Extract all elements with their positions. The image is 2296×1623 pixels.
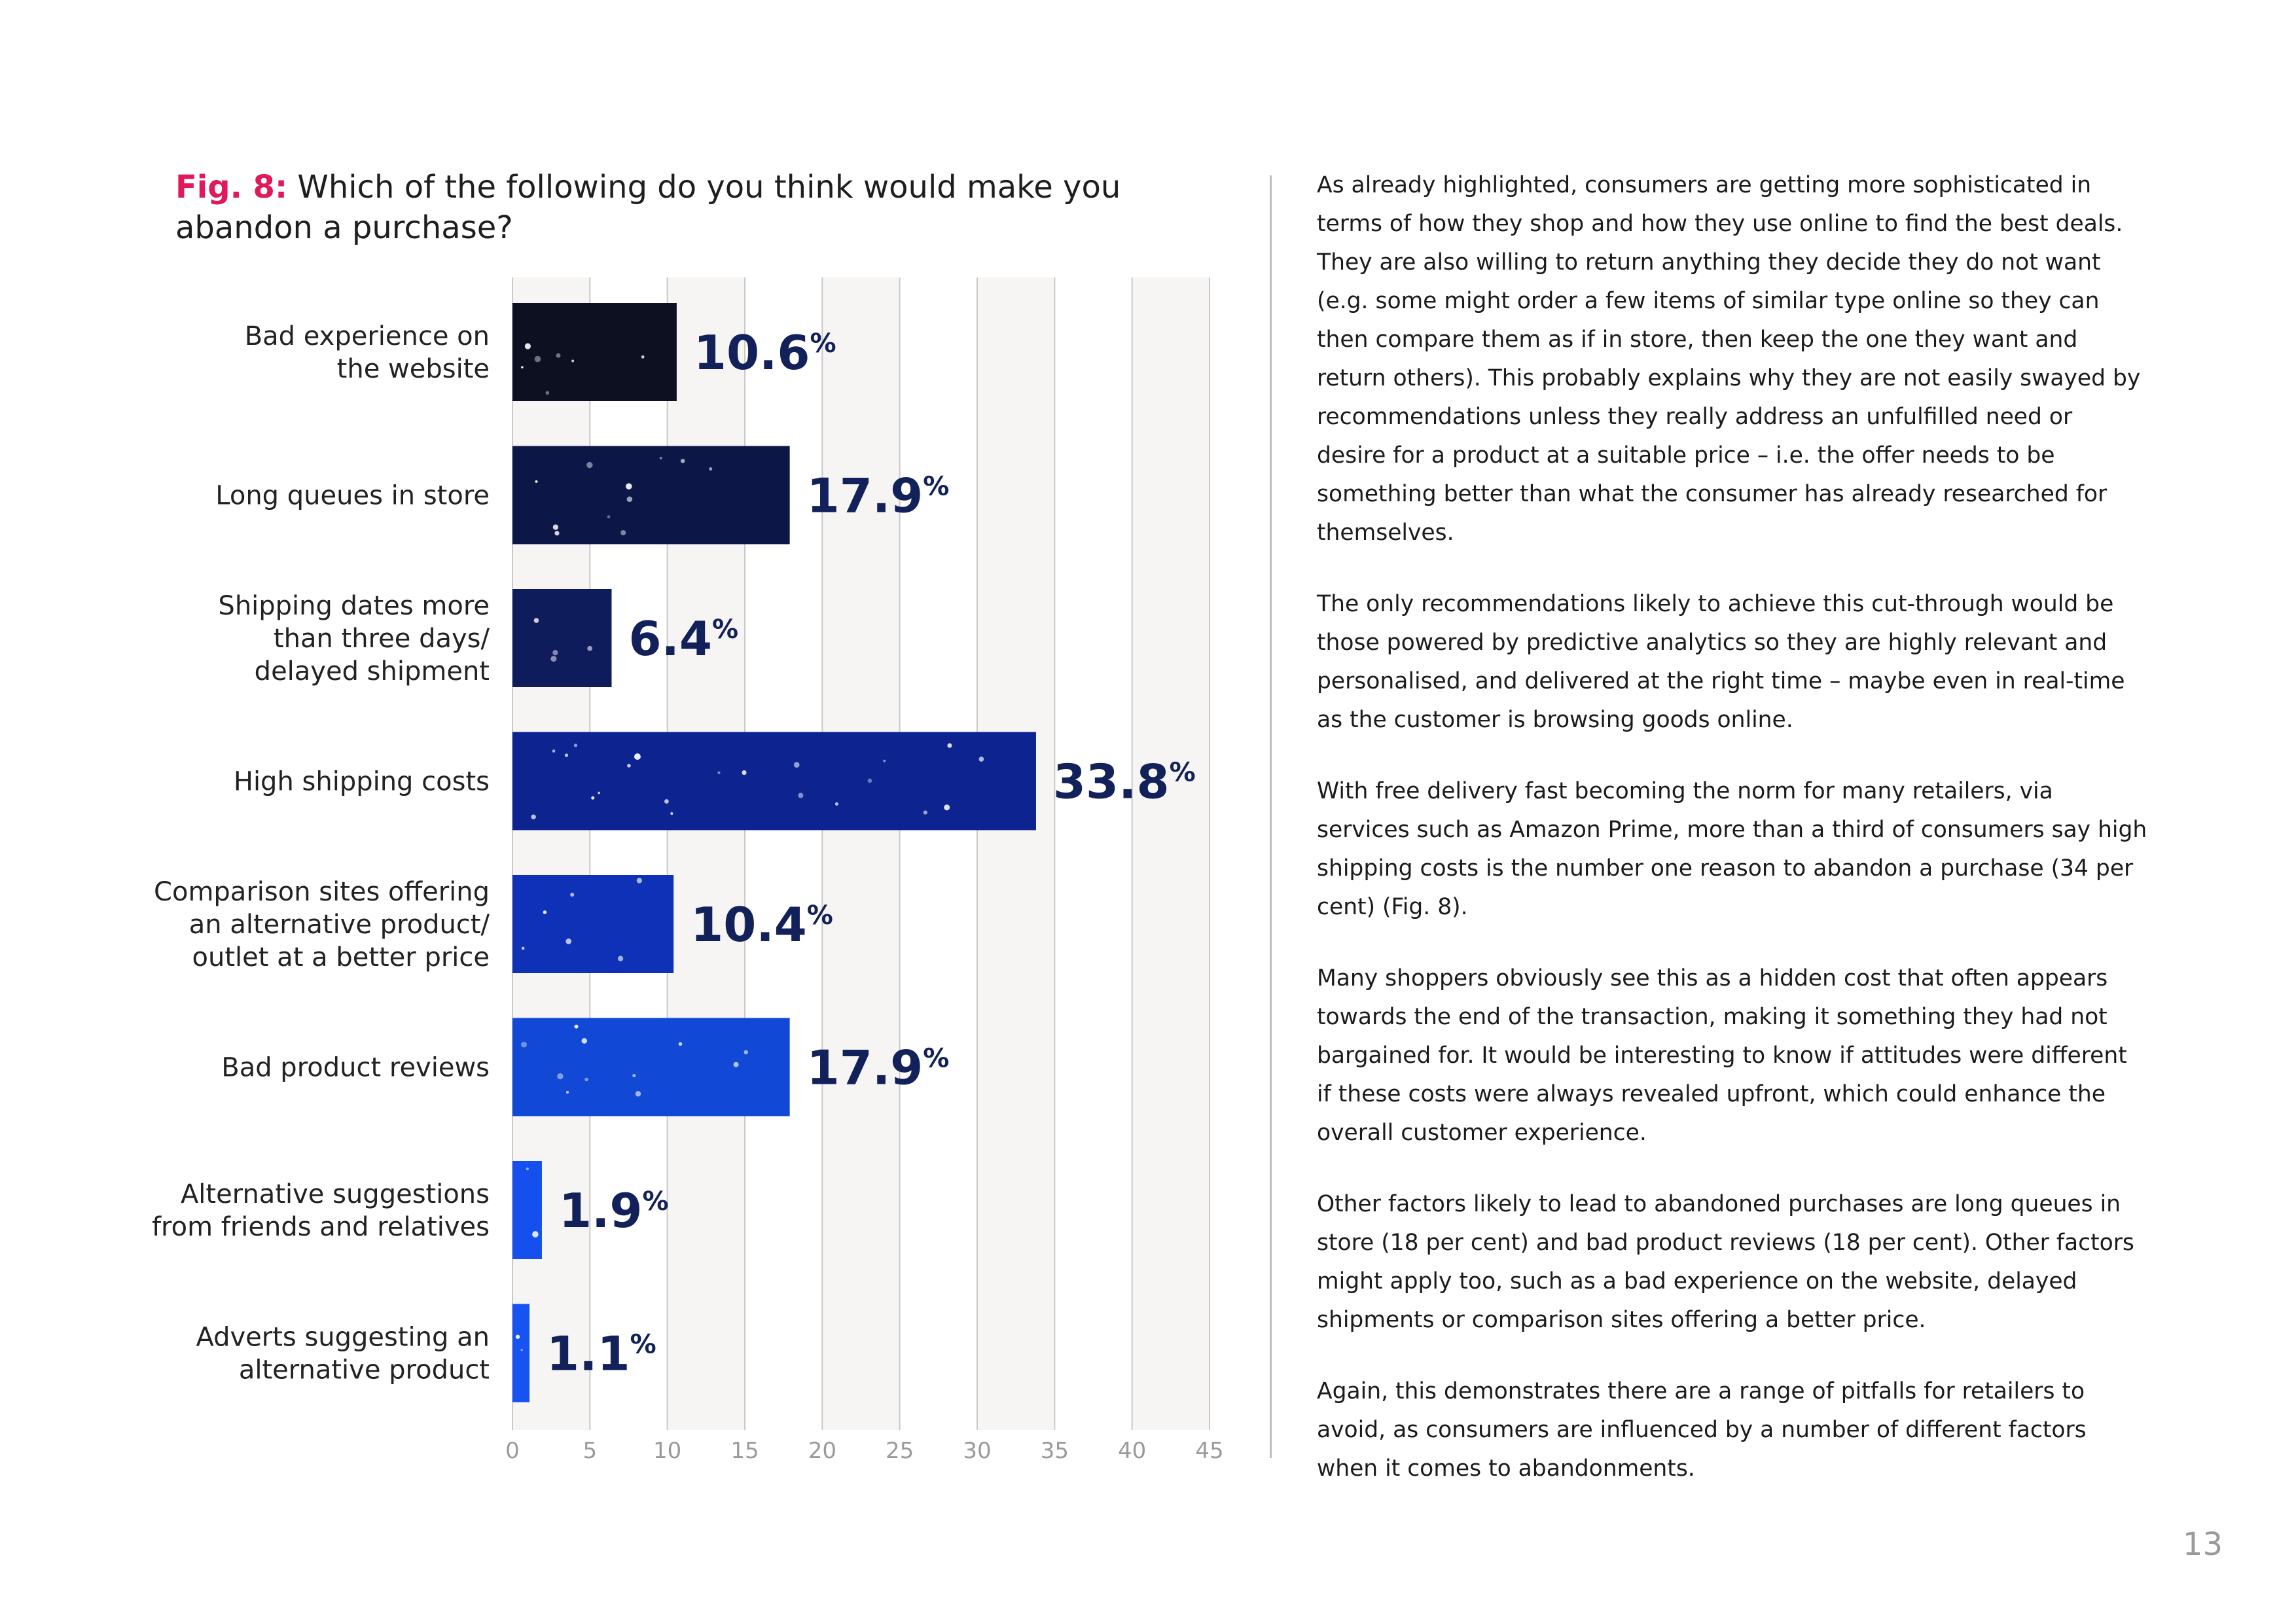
- bar-sparkle: [591, 796, 594, 800]
- bar-sparkle: [632, 1074, 636, 1077]
- body-paragraph: The only recommendations likely to achieve this cut-through would be those powered by predictive analytics so they are highly relevant and personalised, and delivered at the right time – maybe even in real-time as the customer is browsing goods online.: [1317, 591, 2125, 733]
- grid-band: [977, 277, 1054, 1430]
- bar-sparkle: [627, 497, 633, 503]
- bar-sparkle: [670, 812, 673, 815]
- bar-sparkle: [584, 1078, 588, 1082]
- bar-sparkle: [634, 753, 641, 760]
- value-label: [691, 897, 833, 952]
- bar-chart: [0, 0, 1244, 1479]
- figure-label: Fig. 8:: [175, 169, 288, 205]
- x-tick-label: 0: [505, 1438, 520, 1464]
- bar-sparkle: [556, 353, 561, 358]
- category-label: Bad product reviews: [221, 1052, 490, 1083]
- value-unit: %: [923, 1043, 950, 1074]
- bar-sparkle: [570, 893, 574, 897]
- bar-sparkle: [550, 656, 556, 662]
- x-tick-label: 5: [583, 1438, 598, 1464]
- bar-sparkle: [681, 459, 685, 463]
- bar-sparkle: [553, 524, 558, 529]
- x-tick-label: 10: [653, 1438, 682, 1464]
- bar-sparkle: [626, 483, 632, 490]
- column-divider: [1270, 175, 1272, 1458]
- bar-sparkle: [598, 792, 600, 794]
- value-label: [807, 1041, 950, 1096]
- x-tick-label: 15: [730, 1438, 759, 1464]
- bar-sparkle: [618, 956, 623, 961]
- value-unit: %: [630, 1329, 656, 1360]
- x-tick-label: 35: [1040, 1438, 1069, 1464]
- value-unit: %: [806, 901, 833, 931]
- category-labels: [152, 321, 490, 1385]
- bar: [512, 1018, 790, 1116]
- bar-sparkle: [709, 467, 712, 471]
- bar-sparkle: [574, 743, 577, 747]
- value-label: [559, 1183, 669, 1238]
- category-label: Alternative suggestions from friends and relatives: [151, 1179, 490, 1242]
- bar-sparkle: [535, 480, 537, 483]
- bar-sparkle: [627, 764, 631, 768]
- x-tick-label: 30: [963, 1438, 992, 1464]
- bar: [512, 732, 1036, 830]
- body-text: [1317, 166, 2148, 1521]
- bar: [512, 875, 673, 973]
- value-number: 6.4: [628, 611, 713, 666]
- bar-sparkle: [586, 462, 592, 468]
- bar-sparkle: [521, 1042, 527, 1048]
- bar-sparkle: [868, 778, 872, 783]
- category-label: Adverts suggesting an alternative product: [196, 1322, 490, 1385]
- bar: [512, 446, 790, 544]
- bar: [512, 303, 677, 401]
- value-number: 10.4: [691, 897, 807, 952]
- value-unit: %: [923, 471, 950, 502]
- bar-sparkle: [531, 815, 535, 819]
- value-number: 17.9: [806, 1040, 924, 1096]
- bar-sparkle: [944, 804, 950, 810]
- body-paragraph: As already highlighted, consumers are getting more sophisticated in terms of how they shop and how they use online to find the best deals. They are also willing to return anything they decide they do not want (e.g. some might order a few items of similar type online so they can then compare them as if in store, then keep the one they want and return others). This probably explains why they are not easily swayed by recommendations unless they really address an unfulfilled need or desire for a product at a suitable price – i.e. the offer needs to be something better than what the consumer has already researched for themselves.: [1317, 172, 2141, 546]
- bar-sparkle: [565, 938, 571, 944]
- page-number: 13: [2182, 1526, 2223, 1563]
- value-number: 1.1: [547, 1326, 630, 1382]
- value-number: 17.9: [806, 468, 924, 524]
- bar-sparkle: [924, 810, 927, 814]
- bar-sparkle: [552, 650, 558, 655]
- bar-sparkle: [607, 515, 611, 518]
- value-unit: %: [1169, 757, 1196, 788]
- body-paragraph: Many shoppers obviously see this as a hidden cost that often appears towards the end of the transaction, making it something they had not bargained for. It would be interesting to know if attitudes were different if these costs were always revealed upfront, which could enhance the overall customer experience.: [1317, 965, 2127, 1146]
- x-tick-label: 25: [886, 1438, 914, 1464]
- grid-band: [822, 277, 899, 1430]
- bar-sparkle: [883, 760, 886, 762]
- bar: [512, 1304, 529, 1402]
- bar-sparkle: [525, 343, 531, 349]
- figure-title-text: Which of the following do you think would make you abandon a purchase?: [175, 169, 1121, 246]
- category-label: Bad experience on the website: [244, 321, 490, 384]
- bar-sparkle: [526, 1168, 529, 1170]
- bar-sparkle: [679, 1042, 683, 1046]
- category-label: Long queues in store: [215, 480, 490, 511]
- value-number: 1.9: [558, 1183, 643, 1238]
- bar-sparkle: [798, 793, 803, 798]
- bar-sparkle: [660, 457, 662, 459]
- x-tick-label: 40: [1118, 1438, 1147, 1464]
- value-label: [547, 1327, 656, 1382]
- body-paragraph: With free delivery fast becoming the norm for many retailers, via services such as Amazon Prime, more than a third of consumers say high shipping costs is the number one reason to abandon a purchase (34 per cent) (Fig. 8).: [1317, 778, 2147, 920]
- bar-sparkle: [636, 1091, 641, 1096]
- bar-sparkle: [734, 1062, 739, 1067]
- value-label: [807, 469, 950, 524]
- body-paragraph: Other factors likely to lead to abandoned purchases are long queues in store (18 per cent) and bad product reviews (18 per cent). Other factors might apply too, such as a bad experience on the website, delayed shipments or comparison sites offering a better price.: [1317, 1191, 2134, 1333]
- bar-sparkle: [582, 1038, 588, 1044]
- bar-sparkle: [947, 743, 952, 748]
- bar-sparkle: [587, 646, 592, 651]
- x-tick-label: 20: [808, 1438, 836, 1464]
- bar-sparkle: [717, 772, 720, 774]
- body-paragraph: Again, this demonstrates there are a range of pitfalls for retailers to avoid, as consumers are influenced by a number of different factors when it comes to abandonments.: [1317, 1378, 2087, 1482]
- category-label: Shipping dates more than three days/ delayed shipment: [218, 591, 490, 687]
- bar-sparkle: [835, 802, 838, 806]
- bar-sparkle: [637, 878, 642, 883]
- bar: [512, 589, 611, 687]
- bar-sparkle: [534, 618, 539, 623]
- value-unit: %: [712, 615, 739, 645]
- value-number: 10.6: [693, 325, 810, 380]
- bar-sparkle: [521, 366, 524, 368]
- bar-sparkle: [979, 757, 984, 762]
- value-label: [694, 325, 836, 380]
- bar-sparkle: [794, 762, 800, 768]
- bar-sparkle: [535, 356, 541, 363]
- bar-sparkle: [520, 1349, 523, 1351]
- category-label: High shipping costs: [233, 766, 490, 797]
- bar-sparkle: [543, 910, 547, 914]
- category-label: Comparison sites offering an alternative product/ outlet at a better price: [154, 877, 490, 972]
- bar-sparkle: [566, 1091, 569, 1094]
- value-unit: %: [810, 329, 836, 359]
- tick-labels: [505, 1438, 1223, 1464]
- bar-sparkle: [742, 770, 746, 775]
- bar-sparkle: [565, 753, 568, 757]
- bar-sparkle: [546, 391, 550, 395]
- bar-sparkle: [641, 355, 645, 359]
- bar-sparkle: [516, 1334, 520, 1338]
- value-unit: %: [642, 1186, 669, 1217]
- bar-sparkle: [571, 359, 574, 362]
- grid-band: [1132, 277, 1210, 1430]
- bar-sparkle: [744, 1050, 748, 1054]
- x-tick-label: 45: [1195, 1438, 1224, 1464]
- bar-sparkle: [664, 799, 669, 804]
- bar-sparkle: [552, 749, 556, 753]
- bar-sparkle: [557, 1073, 563, 1079]
- bar: [512, 1161, 542, 1259]
- bar-sparkle: [620, 530, 626, 535]
- value-number: 33.8: [1052, 754, 1170, 810]
- bar-sparkle: [532, 1231, 539, 1238]
- bar-sparkle: [574, 1025, 578, 1029]
- bar-sparkle: [554, 531, 559, 535]
- bar-sparkle: [522, 947, 525, 950]
